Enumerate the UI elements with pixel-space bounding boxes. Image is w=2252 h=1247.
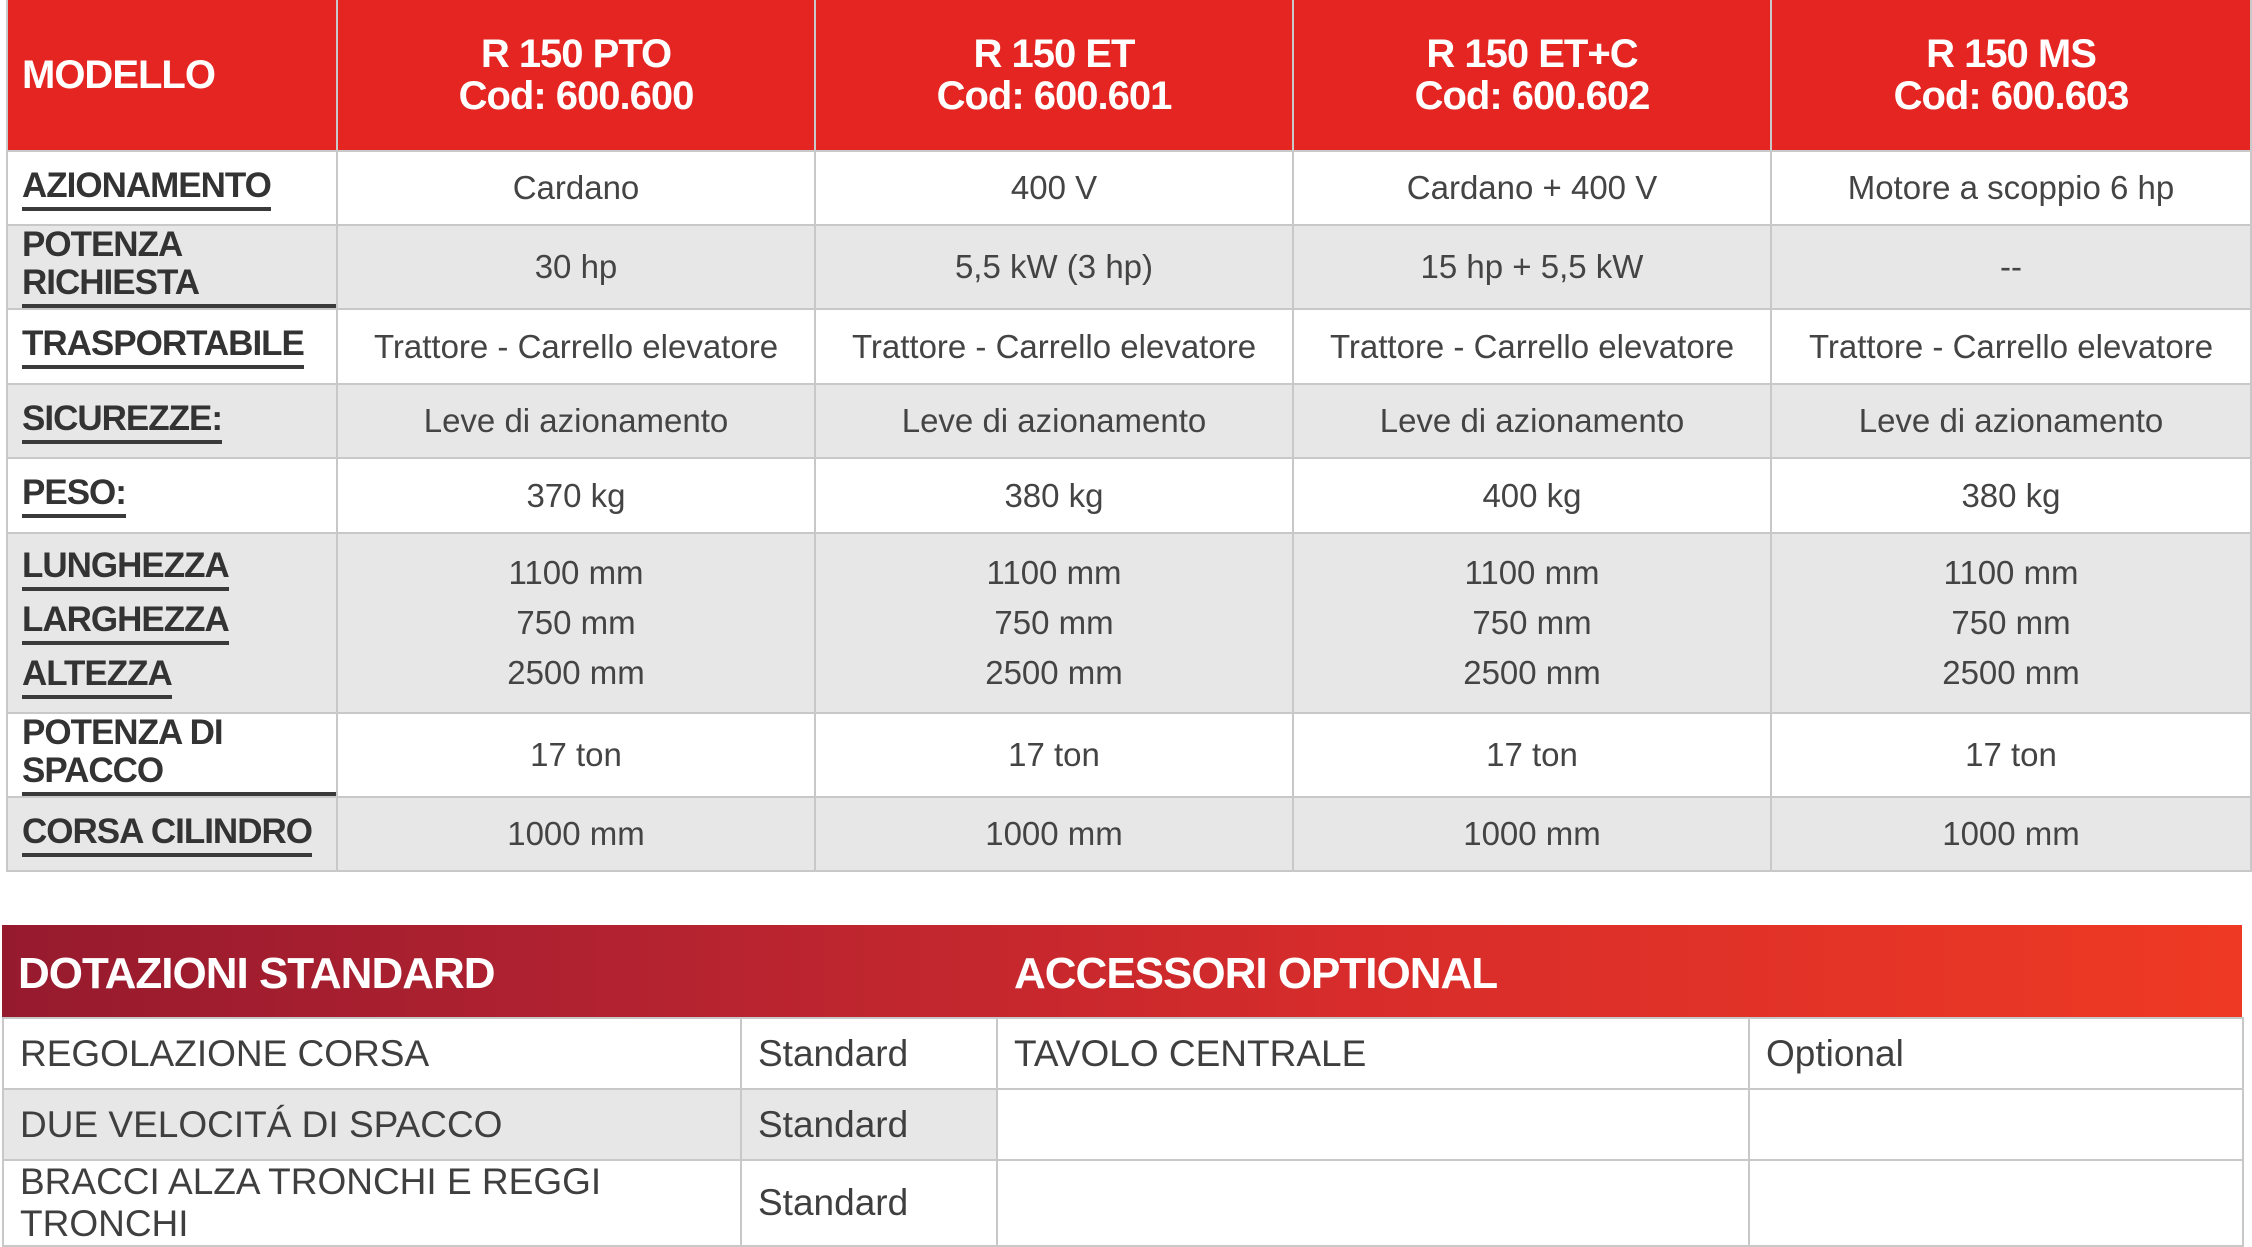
spec-cell: Cardano: [337, 151, 815, 225]
model-name: R 150 ET: [973, 32, 1135, 76]
optional-item: [997, 1089, 1749, 1160]
standard-value: Standard: [741, 1018, 997, 1089]
spec-cell: Cardano + 400 V: [1293, 151, 1771, 225]
spec-cell: Trattore - Carrello elevatore: [337, 309, 815, 384]
model-name: R 150 ET+C: [1426, 32, 1638, 76]
equipment-row: [3, 1018, 2243, 1089]
spec-cell: 1100 mm 750 mm 2500 mm: [1293, 533, 1771, 713]
optional-item: [997, 1160, 1749, 1246]
row-label: PESO:: [7, 458, 337, 533]
model-code: Cod: 600.601: [936, 74, 1172, 118]
standard-item: REGOLAZIONE CORSA: [3, 1018, 741, 1089]
model-header: [337, 0, 815, 151]
spec-row-peso: [7, 458, 2251, 533]
row-label: POTENZA DI SPACCO: [7, 713, 337, 797]
spec-cell: 1000 mm: [1293, 797, 1771, 871]
optional-item: TAVOLO CENTRALE: [997, 1018, 1749, 1089]
spec-cell: Trattore - Carrello elevatore: [1771, 309, 2251, 384]
standard-equipment-title: DOTAZIONI STANDARD: [18, 949, 495, 998]
row-label: AZIONAMENTO: [7, 151, 337, 225]
spec-cell: 1100 mm 750 mm 2500 mm: [815, 533, 1293, 713]
spec-cell: --: [1771, 225, 2251, 309]
spec-cell: Leve di azionamento: [337, 384, 815, 458]
row-label: CORSA CILINDRO: [7, 797, 337, 871]
row-label: SICUREZZE:: [7, 384, 337, 458]
standard-value: Standard: [741, 1089, 997, 1160]
row-label: [7, 533, 337, 713]
model-name: R 150 MS: [1926, 32, 2096, 76]
equipment-header: [2, 925, 2242, 1017]
optional-value: [1749, 1089, 2243, 1160]
spec-cell: Leve di azionamento: [815, 384, 1293, 458]
spec-row-azionamento: [7, 151, 2251, 225]
spec-table: [6, 0, 2252, 872]
model-code: Cod: 600.602: [1414, 74, 1650, 118]
optional-accessories-title: ACCESSORI OPTIONAL: [1014, 949, 1498, 998]
model-code: Cod: 600.603: [1893, 74, 2129, 118]
spec-cell: 1100 mm 750 mm 2500 mm: [1771, 533, 2251, 713]
spec-row-corsa-cilindro: [7, 797, 2251, 871]
equipment-row: [3, 1160, 2243, 1246]
model-name: R 150 PTO: [480, 32, 672, 76]
spec-row-potenza-richiesta: [7, 225, 2251, 309]
spec-cell: 1000 mm: [337, 797, 815, 871]
dimension-label: LARGHEZZA: [22, 601, 229, 645]
spec-cell: 380 kg: [1771, 458, 2251, 533]
row-label: TRASPORTABILE: [7, 309, 337, 384]
spec-cell: 30 hp: [337, 225, 815, 309]
spec-row-trasportabile: [7, 309, 2251, 384]
spec-cell: 1000 mm: [1771, 797, 2251, 871]
spec-cell: 1100 mm 750 mm 2500 mm: [337, 533, 815, 713]
spec-cell: Trattore - Carrello elevatore: [815, 309, 1293, 384]
model-header: [1771, 0, 2251, 151]
equipment-row: [3, 1089, 2243, 1160]
spec-cell: 380 kg: [815, 458, 1293, 533]
spec-cell: 17 ton: [815, 713, 1293, 797]
spec-row-potenza-di-spacco: [7, 713, 2251, 797]
spec-cell: 400 kg: [1293, 458, 1771, 533]
dimension-label: ALTEZZA: [22, 655, 172, 699]
spec-cell: 1000 mm: [815, 797, 1293, 871]
dimension-label: LUNGHEZZA: [22, 547, 229, 591]
optional-value: [1749, 1160, 2243, 1246]
spec-cell: Motore a scoppio 6 hp: [1771, 151, 2251, 225]
header-model-label: MODELLO: [7, 0, 337, 151]
model-header: [815, 0, 1293, 151]
spec-row-dimensions: [7, 533, 2251, 713]
spec-cell: Leve di azionamento: [1293, 384, 1771, 458]
spec-cell: 400 V: [815, 151, 1293, 225]
standard-item: BRACCI ALZA TRONCHI E REGGI TRONCHI: [3, 1160, 741, 1246]
spec-cell: Trattore - Carrello elevatore: [1293, 309, 1771, 384]
spec-row-sicurezze: [7, 384, 2251, 458]
standard-value: Standard: [741, 1160, 997, 1246]
spec-cell: 15 hp + 5,5 kW: [1293, 225, 1771, 309]
spec-cell: 5,5 kW (3 hp): [815, 225, 1293, 309]
spec-cell: 17 ton: [1293, 713, 1771, 797]
spec-cell: Leve di azionamento: [1771, 384, 2251, 458]
optional-value: Optional: [1749, 1018, 2243, 1089]
equipment-table: [2, 1017, 2244, 1247]
spec-header-row: [7, 0, 2251, 151]
model-header: [1293, 0, 1771, 151]
model-code: Cod: 600.600: [458, 74, 694, 118]
standard-item: DUE VELOCITÁ DI SPACCO: [3, 1089, 741, 1160]
spec-cell: 17 ton: [1771, 713, 2251, 797]
spec-cell: 370 kg: [337, 458, 815, 533]
spec-cell: 17 ton: [337, 713, 815, 797]
row-label: POTENZA RICHIESTA: [7, 225, 337, 309]
